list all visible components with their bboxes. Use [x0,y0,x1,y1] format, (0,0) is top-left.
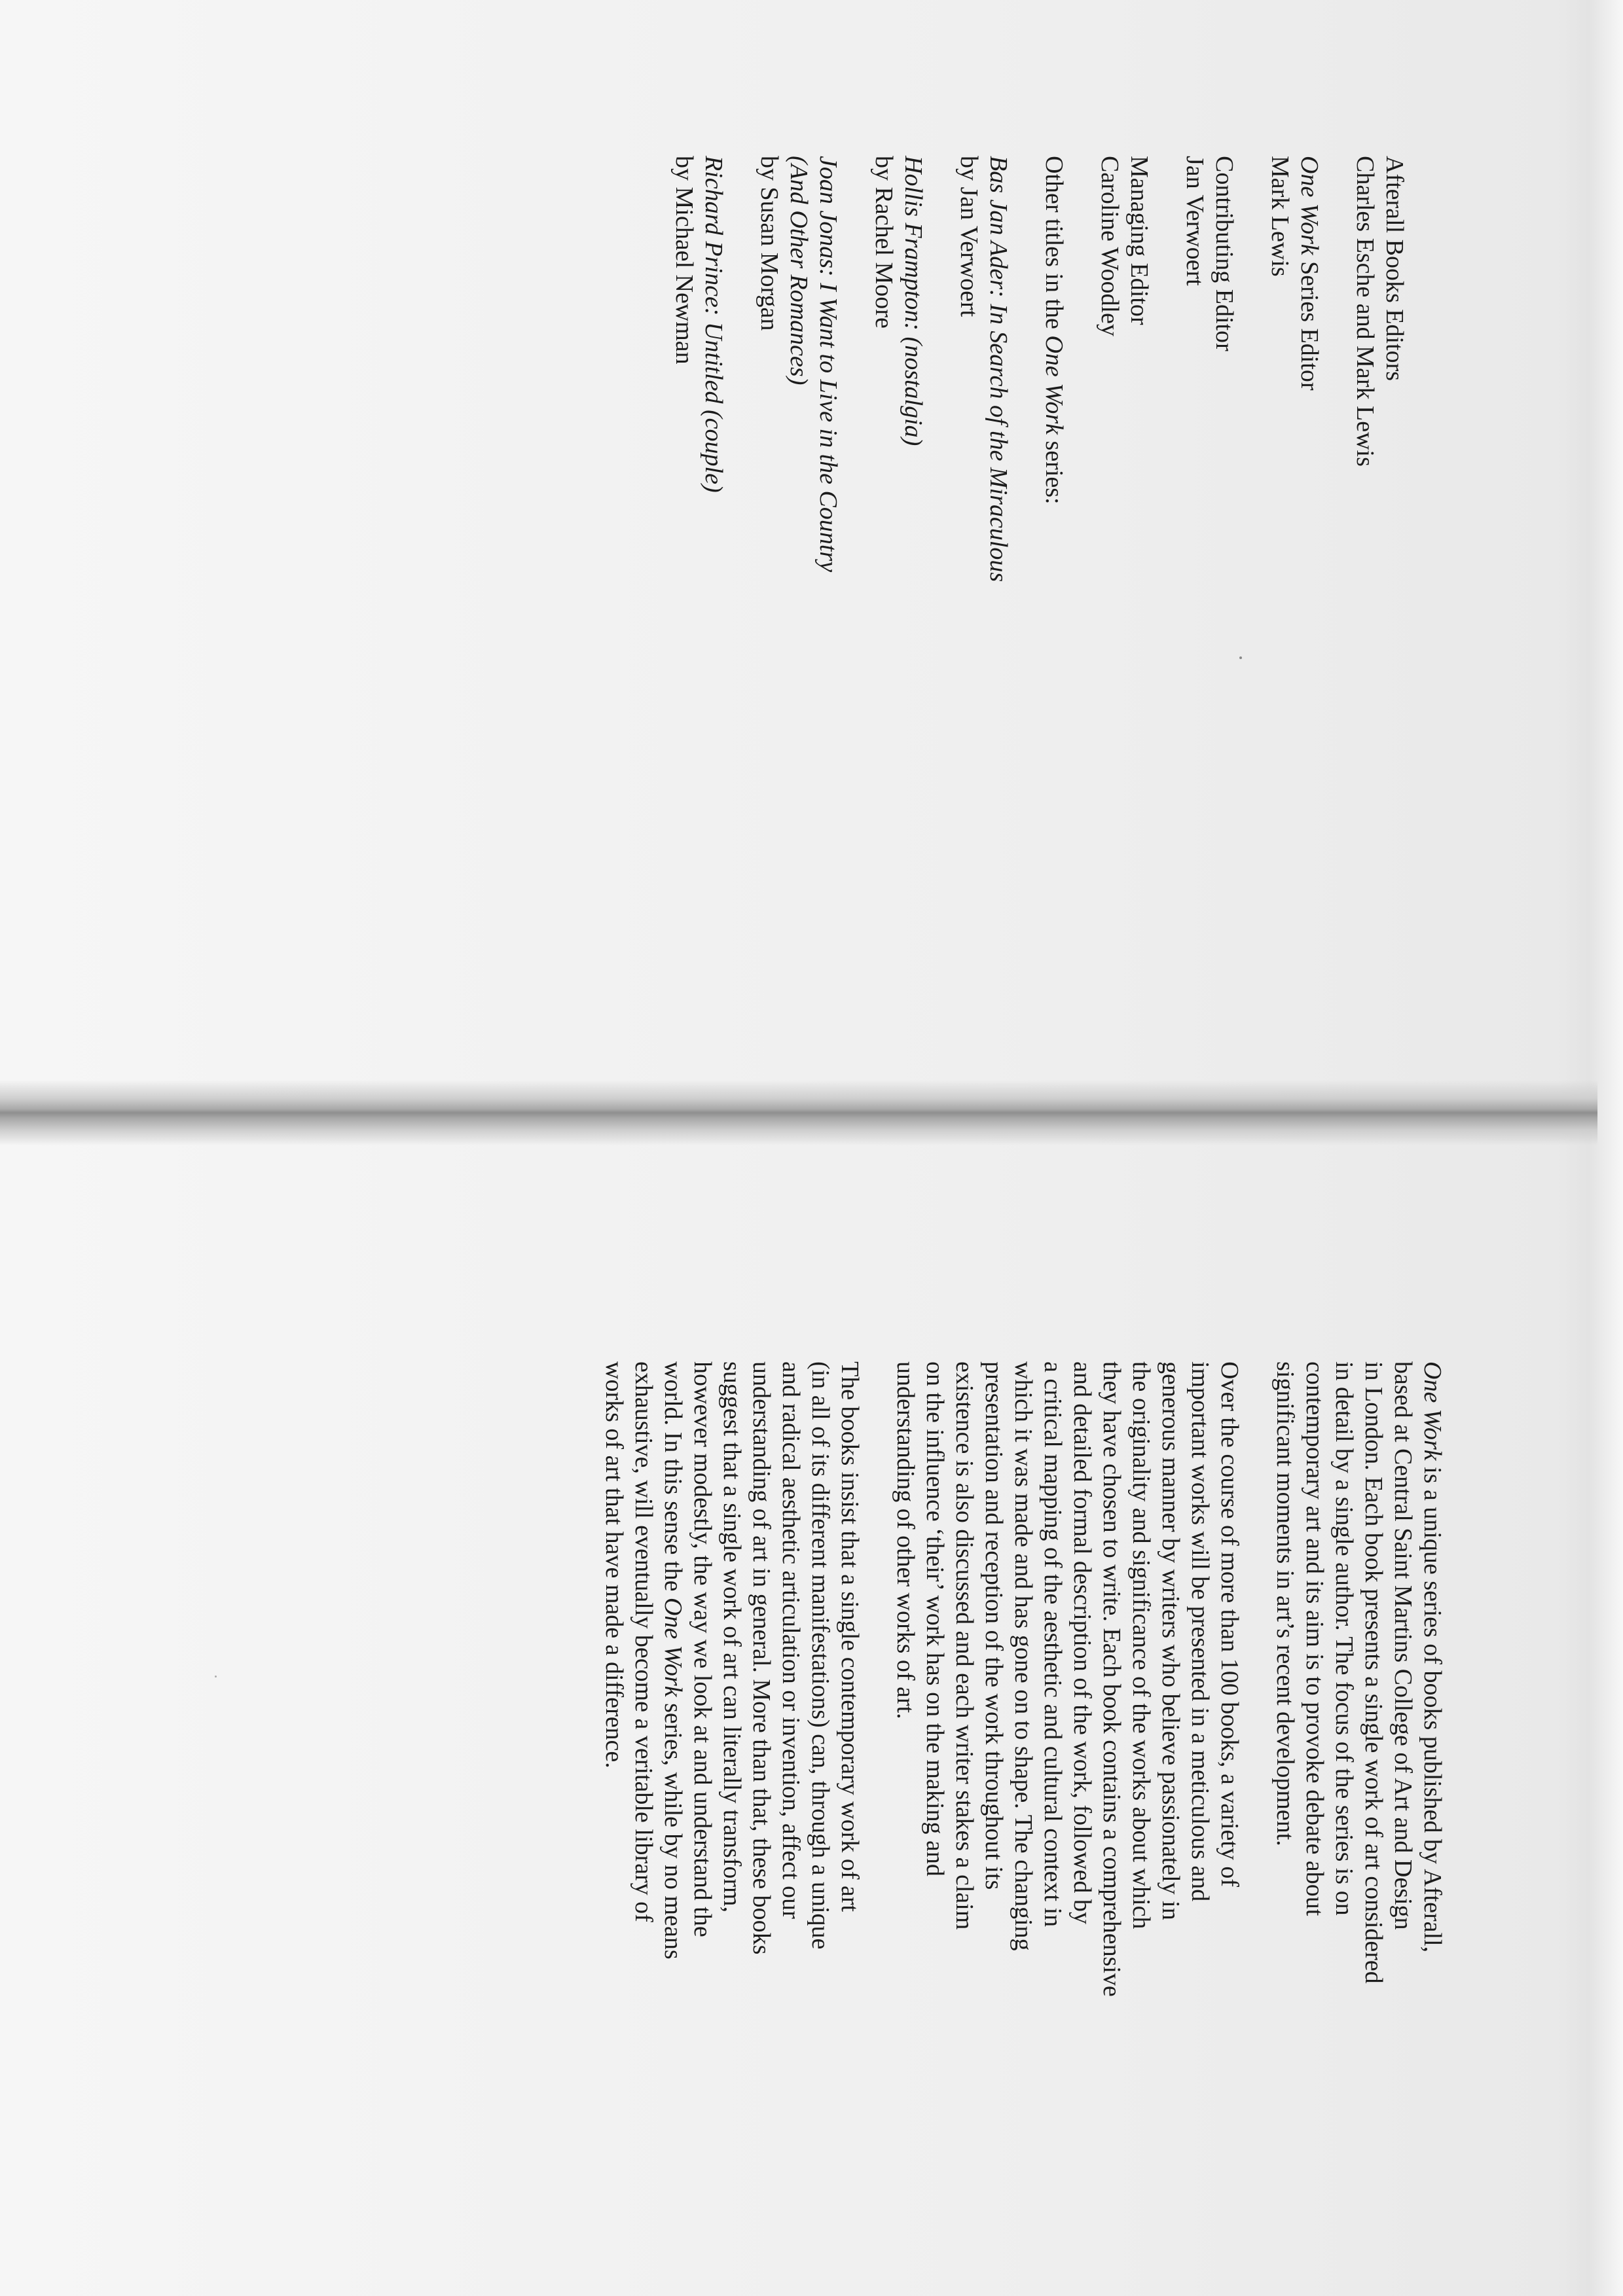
title-entry [754,156,843,1138]
description-line: on the influence ‘their’ work has on the making and [921,1361,949,1876]
description-line-start: world. In this sense the [659,1361,687,1598]
series-name-italic: One Work [1419,1361,1446,1461]
description-line: generous manner by writers who believe passionately in [1157,1361,1184,1920]
description-line-end: series, while by no means [659,1696,687,1960]
title-entry [954,156,1013,1138]
description-paragraph-1 [1270,1361,1447,2278]
description-line: contemporary art and its aim is to provoke debate about [1301,1361,1328,1916]
series-editor-heading [1294,156,1324,1138]
description-line: however modestly, the way we look at and understand the [689,1361,716,1937]
description-line: and detailed formal description of the work, followed by [1068,1361,1096,1925]
series-description-page [573,1361,1447,2278]
page-edge-shadow [1588,0,1623,2296]
description-line: in detail by a single author. The focus of the series is on [1330,1361,1358,1916]
contributing-editor-heading: Contributing Editor [1211,156,1238,351]
title-author: by Susan Morgan [756,156,783,331]
other-titles-suffix: series: [1040,435,1068,505]
other-titles-prefix: Other titles in the [1040,156,1068,336]
description-line: suggest that a single work of art can literally transform, [718,1361,746,1913]
managing-editor-name: Caroline Woodley [1096,156,1123,336]
description-line-rest: is a unique series of books published by Afterall, [1419,1460,1446,1953]
other-titles-heading [1039,156,1068,1138]
description-line [658,1361,687,2278]
description-line: based at Central Saint Martins College of Art and Design [1389,1361,1417,1930]
other-titles-series-italic: One Work [1040,335,1068,435]
description-line: the originality and significance of the works about which [1127,1361,1155,1929]
description-line: (in all of its different manifestations) can, through a unique [807,1361,834,1950]
managing-editor-heading: Managing Editor [1125,156,1153,325]
contributing-editor-name: Jan Verwoert [1181,156,1209,286]
title-author: by Rachel Moore [870,156,898,329]
series-editor-heading-rest: Series Editor [1296,255,1323,391]
managing-editor-block [1095,156,1154,1138]
description-line: they have chosen to write. Each book contains a comprehensive [1098,1361,1125,1997]
description-line: significant moments in art’s recent development. [1271,1361,1299,1846]
title-author: by Michael Newman [670,156,698,365]
description-line: understanding of art in general. More than that, these books [748,1361,775,1955]
editors-names: Charles Esche and Mark Lewis [1351,156,1379,467]
description-line: a critical mapping of the aesthetic and cultural context in [1039,1361,1067,1928]
description-line: understanding of other works of art. [892,1361,919,1719]
editors-block [1350,156,1409,1138]
description-line: which it was made and has gone on to shape. The changing [1010,1361,1037,1951]
title-name: Bas Jan Ader: In Search of the Miraculous [985,156,1012,583]
description-line [1417,1361,1447,2278]
title-entry [869,156,928,1138]
series-editor-name: Mark Lewis [1266,156,1294,277]
description-line: in London. Each book presents a single work of art considered [1360,1361,1387,1984]
title-name: Hollis Frampton: (nostalgia) [900,156,927,446]
title-author: by Jan Verwoert [955,156,983,317]
description-line: presentation and reception of the work throughout its [980,1361,1008,1890]
description-line: The books insist that a single contemporary work of art [836,1361,864,1912]
title-entry [669,156,728,1138]
description-paragraph-2 [890,1361,1244,2278]
title-name: Joan Jonas: I Want to Live in the Country [814,156,842,573]
description-line: works of art that have made a difference. [600,1361,628,1768]
credits-page [643,156,1409,1138]
description-line: and radical aesthetic articulation or invention, affect our [777,1361,805,1919]
description-line: important works will be presented in a meticulous and [1186,1361,1214,1902]
description-line: Over the course of more than 100 books, a variety of [1216,1361,1243,1888]
title-name: Richard Prince: Untitled (couple) [700,156,727,493]
title-subtitle: (And Other Romances) [785,156,812,386]
series-editor-block [1265,156,1324,1138]
description-paragraph-3 [599,1361,864,2278]
editors-heading: Afterall Books Editors [1381,156,1408,382]
series-name-italic: One Work [1296,156,1323,255]
series-name-italic: One Work [659,1597,687,1697]
description-line: existence is also discussed and each writer stakes a claim [951,1361,978,1930]
scan-speck [215,1676,217,1677]
description-line: exhaustive, will eventually become a veritable library of [630,1361,657,1922]
contributing-editor-block [1180,156,1239,1138]
